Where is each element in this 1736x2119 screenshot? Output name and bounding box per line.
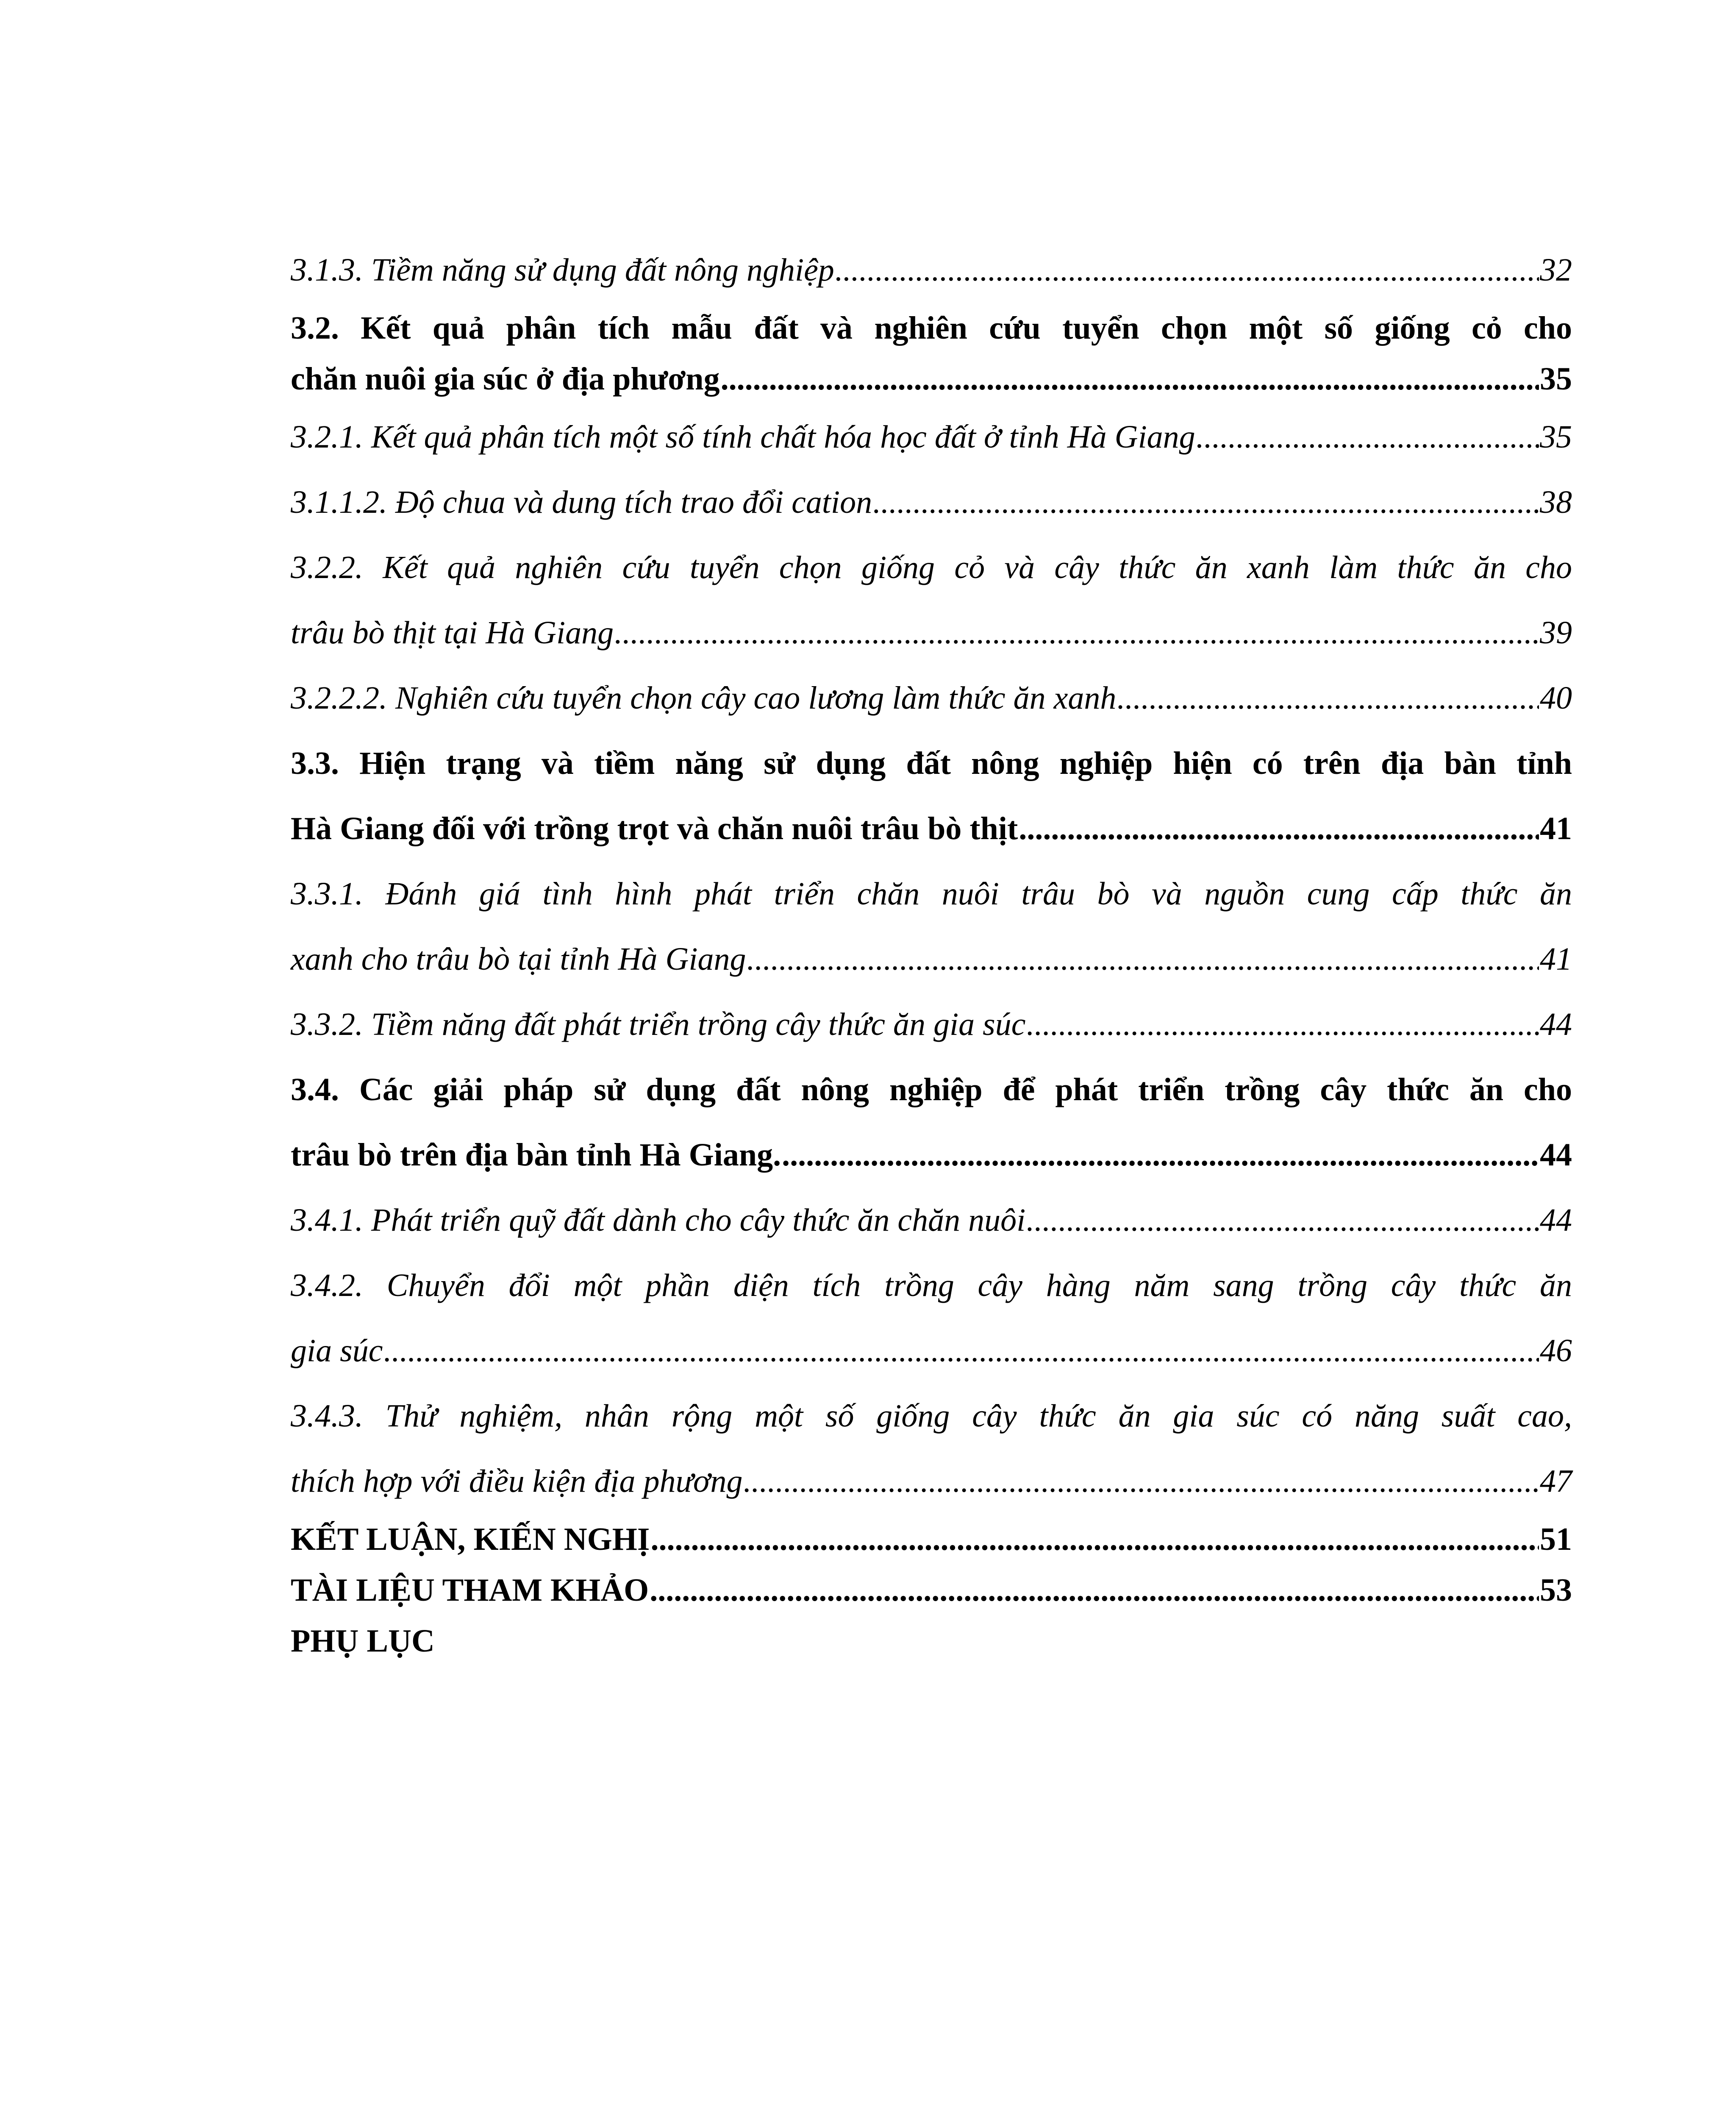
toc-entry-final-line [291, 1187, 1572, 1253]
toc-entry[interactable] [291, 1187, 1572, 1253]
toc-entry-title: xanh cho trâu bò tại tỉnh Hà Giang [291, 941, 746, 977]
toc-entry-page-number: 51 [1540, 1521, 1572, 1557]
toc-entry[interactable] [291, 665, 1572, 731]
table-of-contents [291, 237, 1572, 1666]
toc-entry-page-number: 53 [1540, 1572, 1572, 1608]
toc-entry-final-line [291, 237, 1572, 303]
toc-entry-final-line [291, 926, 1572, 992]
dot-leader [744, 1449, 1539, 1514]
toc-entry-title: Hà Giang đối với trồng trọt và chăn nuôi trâu bò thịt [291, 811, 1018, 846]
toc-entry-final-line [291, 353, 1572, 404]
toc-entry[interactable] [291, 1616, 1572, 1666]
toc-entry-line: 3.4. Các giải pháp sử dụng đất nông nghiệp để phát triển trồng cây thức ăn cho [291, 1072, 1572, 1107]
toc-entry[interactable] [291, 535, 1572, 665]
dot-leader [1117, 665, 1539, 731]
toc-entry-title: PHỤ LỤC [291, 1623, 435, 1659]
toc-entry-page-number: 39 [1540, 615, 1572, 651]
toc-entry-title: 3.2.2.2. Nghiên cứu tuyển chọn cây cao lương làm thức ăn xanh [291, 680, 1117, 716]
toc-entry-final-line [291, 600, 1572, 665]
toc-entry-title: 3.1.3. Tiềm năng sử dụng đất nông nghiệp [291, 252, 834, 288]
toc-entry-final-line [291, 1318, 1572, 1383]
toc-entry[interactable] [291, 404, 1572, 470]
toc-entry[interactable] [291, 1253, 1572, 1383]
toc-entry-line: 3.2. Kết quả phân tích mẫu đất và nghiên cứu tuyển chọn một số giống cỏ cho [291, 310, 1572, 346]
toc-entry-page-number: 41 [1540, 941, 1572, 977]
toc-entry[interactable] [291, 1514, 1572, 1565]
dot-leader [614, 600, 1539, 665]
toc-entry-final-line [291, 665, 1572, 731]
toc-entry-title: chăn nuôi gia súc ở địa phương [291, 361, 720, 397]
toc-entry-page-number: 40 [1540, 680, 1572, 716]
toc-entry-page-number: 44 [1540, 1007, 1572, 1042]
toc-entry-page-number: 32 [1540, 252, 1572, 288]
dot-leader [383, 1318, 1539, 1383]
toc-entry-final-line [291, 1449, 1572, 1514]
dot-leader [835, 237, 1539, 303]
dot-leader [1196, 404, 1539, 470]
toc-entry-title: trâu bò thịt tại Hà Giang [291, 615, 614, 651]
toc-entry-final-line [291, 470, 1572, 535]
toc-entry-title: thích hợp với điều kiện địa phương [291, 1463, 743, 1499]
dot-leader [721, 353, 1539, 404]
toc-entry-final-line [291, 796, 1572, 861]
toc-entry[interactable] [291, 237, 1572, 303]
toc-entry[interactable] [291, 992, 1572, 1057]
toc-entry[interactable] [291, 1383, 1572, 1514]
toc-entry-page-number: 44 [1540, 1137, 1572, 1173]
toc-entry[interactable] [291, 1057, 1572, 1187]
toc-entry-line: 3.3. Hiện trạng và tiềm năng sử dụng đất nông nghiệp hiện có trên địa bàn tỉnh [291, 745, 1572, 781]
toc-entry-title: trâu bò trên địa bàn tỉnh Hà Giang. [291, 1137, 781, 1173]
dot-leader [650, 1514, 1539, 1565]
toc-entry[interactable] [291, 303, 1572, 404]
toc-entry[interactable] [291, 861, 1572, 992]
toc-entry-final-line [291, 1514, 1572, 1565]
toc-entry-line: 3.3.1. Đánh giá tình hình phát triển chăn nuôi trâu bò và nguồn cung cấp thức ăn [291, 876, 1572, 912]
toc-entry[interactable] [291, 470, 1572, 535]
toc-entry-title: gia súc [291, 1333, 383, 1368]
dot-leader [1026, 992, 1539, 1057]
toc-entry-line: 3.4.2. Chuyển đổi một phần diện tích trồng cây hàng năm sang trồng cây thức ăn [291, 1268, 1572, 1303]
toc-entry-page-number: 47 [1540, 1463, 1572, 1499]
dot-leader [747, 926, 1539, 992]
dot-leader [782, 1122, 1539, 1187]
toc-entry-final-line [291, 1122, 1572, 1187]
toc-entry-title: 3.1.1.2. Độ chua và dung tích trao đổi cation [291, 484, 872, 520]
dot-leader [1019, 796, 1539, 861]
toc-entry-final-line [291, 1565, 1572, 1616]
toc-entry[interactable] [291, 1565, 1572, 1616]
toc-entry-page-number: 35 [1540, 361, 1572, 397]
toc-entry[interactable] [291, 731, 1572, 861]
toc-entry-line: 3.4.3. Thử nghiệm, nhân rộng một số giống cây thức ăn gia súc có năng suất cao, [291, 1398, 1572, 1434]
dot-leader [650, 1565, 1539, 1616]
toc-entry-final-line [291, 992, 1572, 1057]
toc-entry-final-line [291, 1616, 1572, 1666]
toc-entry-page-number: 41 [1540, 811, 1572, 846]
toc-entry-line: 3.2.2. Kết quả nghiên cứu tuyển chọn giống cỏ và cây thức ăn xanh làm thức ăn cho [291, 550, 1572, 585]
toc-entry-title: KẾT LUẬN, KIẾN NGHỊ [291, 1521, 650, 1557]
toc-entry-final-line [291, 404, 1572, 470]
toc-entry-page-number: 46 [1540, 1333, 1572, 1368]
dot-leader [873, 470, 1539, 535]
dot-leader [1026, 1187, 1539, 1253]
toc-entry-page-number: 35 [1540, 419, 1572, 455]
toc-entry-page-number: 38 [1540, 484, 1572, 520]
toc-entry-title: 3.4.1. Phát triển quỹ đất dành cho cây thức ăn chăn nuôi [291, 1202, 1026, 1238]
toc-entry-page-number: 44 [1540, 1202, 1572, 1238]
toc-entry-title: 3.3.2. Tiềm năng đất phát triển trồng cây thức ăn gia súc [291, 1007, 1026, 1042]
toc-entry-title: TÀI LIỆU THAM KHẢO [291, 1572, 649, 1608]
toc-entry-title: 3.2.1. Kết quả phân tích một số tính chất hóa học đất ở tỉnh Hà Giang [291, 419, 1195, 455]
